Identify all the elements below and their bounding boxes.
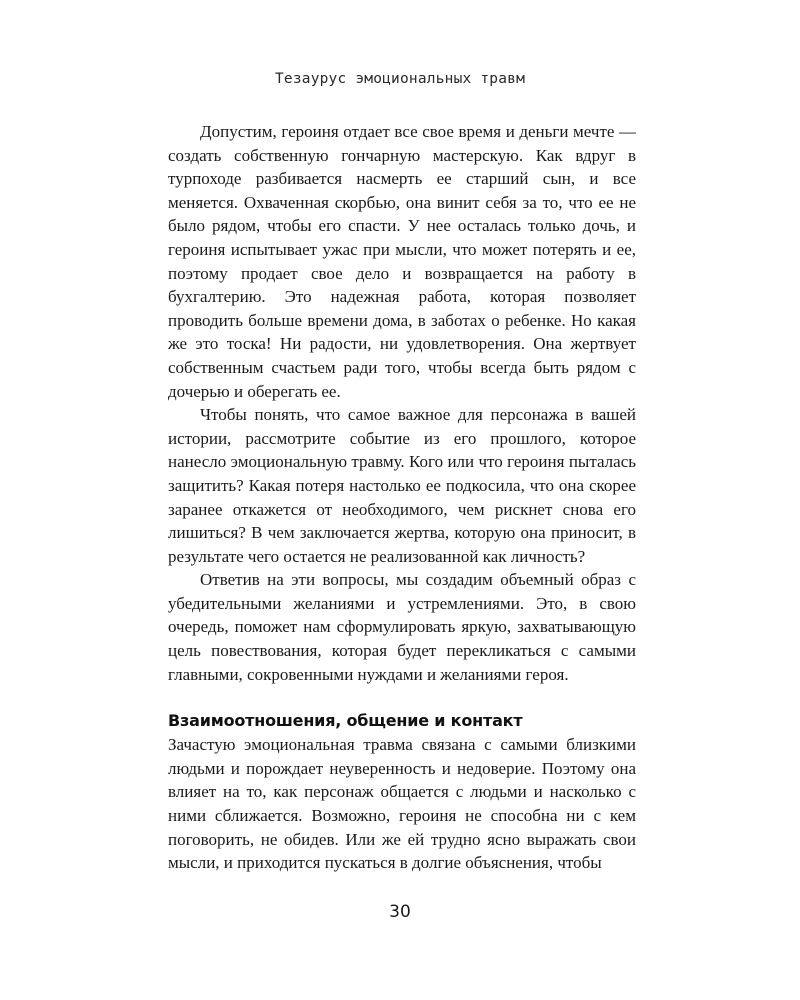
section-heading: Взаимоотношения, общение и контакт [168, 711, 523, 731]
paragraph-2: Чтобы понять, что самое важное для персонажа в вашей истории, рассмотрите событие из его прошлого, которое нанесло эмоциональную травму. Кого или что героиня пыталась защитить? Какая потеря настолько ее подкосила, что она скорее заранее откажется от необходимого, чем рискнет снова его лишиться? В чем заключается жертва, которую она приносит, в результате чего остается не реализованной как личность? [168, 405, 636, 566]
paragraph-3: Ответив на эти вопросы, мы создадим объемный образ с убедительными желаниями и устремлениями. Это, в свою очередь, поможет нам сформулировать яркую, захватывающую цель повествования, которая будет перекликаться с самыми главными, сокровенными нуждами и желаниями героя. [168, 570, 636, 684]
page-number: 30 [389, 902, 411, 922]
paragraph-1: Допустим, героиня отдает все свое время и деньги мечте — создать собственную гончарную мастерскую. Как вдруг в турпоходе разбивается насмерть ее старший сын, и все меняется. Охваченная скорбью, она винит себя за то, что ее не было рядом, чтобы его спасти. У нее осталась только дочь, и героиня испытывает ужас при мысли, что может потерять и ее, поэтому продает свое дело и возвращается на работу в бухгалтерию. Это надежная работа, которая позволяет проводить больше времени дома, в заботах о ребенке. Но какая же это тоска! Ни радости, ни удовлетворения. Она жертвует собственным счастьем ради того, чтобы всегда быть рядом с дочерью и оберегать ее. [168, 122, 636, 401]
section-paragraph: Зачастую эмоциональная травма связана с самыми близкими людьми и порождает неуверенность и недоверие. Поэтому она влияет на то, как персонаж общается с людьми и насколько с ними сближается. Возможно, героиня не способна ни с кем поговорить, не обидев. Или же ей трудно ясно выражать свои мысли, и приходится пускаться в долгие объяснения, чтобы [168, 735, 636, 873]
running-head: Тезаурус эмоциональных травм [274, 71, 526, 87]
body-text [168, 120, 636, 875]
